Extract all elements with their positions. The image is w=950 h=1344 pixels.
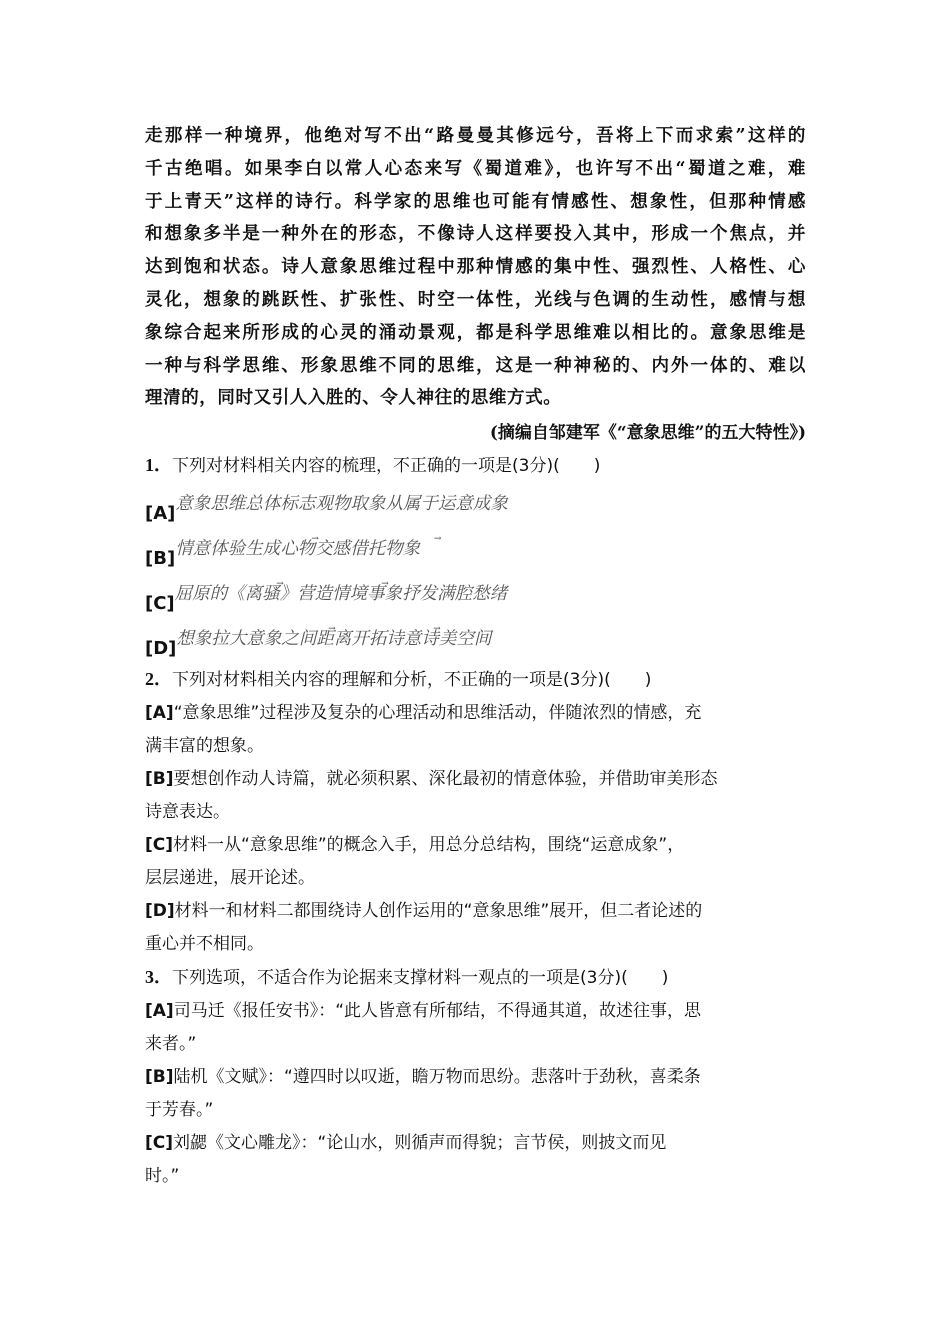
option-label: [B]	[145, 548, 176, 570]
passage-line: 象综合起来所形成的心灵的涌动景观，都是科学思维难以相比的。意象思维是	[145, 322, 806, 343]
question-number: 1．	[145, 455, 172, 476]
option-line: 诗意表达。	[145, 802, 230, 823]
passage-line: 千古绝唱。如果李白以常人心态来写《蜀道难》，也许写不出“蜀道之难，难	[145, 158, 806, 179]
option-term: 屈原的《离骚》	[174, 584, 298, 605]
option-label: [D]	[145, 901, 175, 922]
option-label: [A]	[145, 703, 174, 724]
option-text: 司马迁《报任安书》：“此人皆意有所郁结，不得通其道，故述往事，思	[173, 1001, 702, 1022]
option-line: 时。”	[145, 1166, 180, 1187]
option-label: [C]	[145, 593, 175, 615]
question-text: 下列选项，不适合作为论据来支撑材料一观点的一项是(3分)( )	[172, 968, 669, 989]
option-text: “意象思维”过程涉及复杂的心理活动和思维活动，伴随浓烈的情感，充	[173, 703, 702, 724]
option-term: 诗意诗美空间	[386, 629, 492, 650]
q2-option-b[interactable]	[145, 763, 806, 829]
passage-line: 达到饱和状态。诗人意象思维过程中那种情感的集中性、强烈性、人格性、心	[145, 257, 806, 278]
question-number: 3．	[145, 967, 172, 988]
option-text: 材料一从“意象思维”的概念入手，用总分总结构，围绕“运意成象”，	[173, 835, 685, 856]
option-label: [C]	[145, 835, 174, 856]
q2-option-d[interactable]	[145, 895, 806, 961]
document-page	[145, 120, 806, 1193]
q1-option-a[interactable]	[145, 483, 806, 528]
q3-option-b[interactable]	[145, 1061, 806, 1127]
option-term: 运意成象	[437, 494, 508, 515]
option-text: 刘勰《文心雕龙》：“论山水，则循声而得貌；言节侯，则披文而见	[173, 1133, 667, 1154]
passage-line: 一种与科学思维、形象思维不同的思维，这是一种神秘的、内外一体的、难以	[145, 355, 806, 376]
option-label: [D]	[145, 638, 177, 660]
question-number: 2．	[145, 669, 172, 690]
option-label: [A]	[145, 503, 176, 525]
option-term: 意象之间距离	[246, 629, 352, 650]
option-line	[145, 895, 806, 928]
option-term: 心物交感	[280, 539, 351, 560]
option-term: 拉大	[211, 629, 247, 650]
q2-option-c[interactable]	[145, 829, 806, 895]
option-term: 情意体验	[175, 539, 246, 560]
option-line: 重心并不相同。	[145, 934, 264, 955]
question-text: 下列对材料相关内容的理解和分析，不正确的一项是(3分)( )	[172, 670, 652, 691]
option-label: [B]	[145, 1067, 174, 1088]
option-term: 意象思维	[175, 494, 246, 515]
q2-option-a[interactable]	[145, 697, 806, 763]
citation: (摘编自邹建军《“意象思维”的五大特性》)	[489, 423, 806, 444]
q1-option-c[interactable]	[145, 573, 806, 618]
option-label: [B]	[145, 769, 174, 790]
q1-option-d[interactable]	[145, 618, 806, 663]
passage-line: 和想象多半是一种外在的形态，不像诗人这样要投入其中，形成一个焦点，并	[145, 224, 806, 245]
q1-option-b[interactable]	[145, 528, 806, 573]
option-text: 要想创作动人诗篇，就必须积累、深化最初的情意体验，并借助审美形态	[173, 769, 718, 790]
passage-line: 灵化，想象的跳跃性、扩张性、时空一体性，光线与色调的生动性，感情与想	[145, 289, 806, 310]
q3-option-a[interactable]	[145, 995, 806, 1061]
q1-options	[145, 483, 806, 663]
question-text: 下列对材料相关内容的梳理，不正确的一项是(3分)( )	[172, 456, 601, 477]
option-line: 来者。”	[145, 1034, 197, 1055]
option-term: 借托	[350, 539, 386, 560]
option-text: 陆机《文赋》：“遵四时以叹逝，瞻万物而思纷。悲落叶于劲秋，喜柔条	[173, 1067, 701, 1088]
option-term: 营造	[297, 584, 333, 605]
option-label: [A]	[145, 1001, 174, 1022]
question-1	[145, 449, 806, 483]
question-3	[145, 961, 806, 995]
option-line	[145, 1127, 806, 1160]
option-line	[145, 1061, 806, 1094]
option-line	[145, 763, 806, 796]
option-term: 总体标志	[245, 494, 316, 515]
option-line	[145, 995, 806, 1028]
option-term: 生成	[245, 539, 281, 560]
option-text: 材料一和材料二都围绕诗人创作运用的“意象思维”展开，但二者论述的	[174, 901, 703, 922]
option-term: 物象	[385, 539, 421, 560]
passage-line: 于上青天”这样的诗行。科学家的思维也可能有情感性、想象性，但那种情感	[145, 191, 806, 212]
option-term: 想象	[176, 629, 212, 650]
option-line: 于芳春。”	[145, 1100, 214, 1121]
option-term: 从属于	[385, 494, 438, 515]
option-line	[145, 829, 806, 862]
passage-line: 走那样一种境界，他绝对写不出“路曼曼其修远兮，吾将上下而求索”这样的	[145, 126, 806, 146]
passage-line: 理清的，同时又引人入胜的、令人神往的思维方式。	[145, 388, 562, 409]
option-term: 抒发	[402, 584, 438, 605]
q3-option-c[interactable]	[145, 1127, 806, 1193]
option-line: 层层递进，展开论述。	[145, 868, 315, 889]
option-line: 满丰富的想象。	[145, 736, 264, 757]
option-term: 情境事象	[332, 584, 403, 605]
option-term: 开拓	[351, 629, 387, 650]
option-label: [C]	[145, 1133, 174, 1154]
option-line	[145, 697, 806, 730]
option-term: 满腔愁绪	[437, 584, 508, 605]
option-term: 观物取象	[315, 494, 386, 515]
passage	[145, 120, 806, 415]
